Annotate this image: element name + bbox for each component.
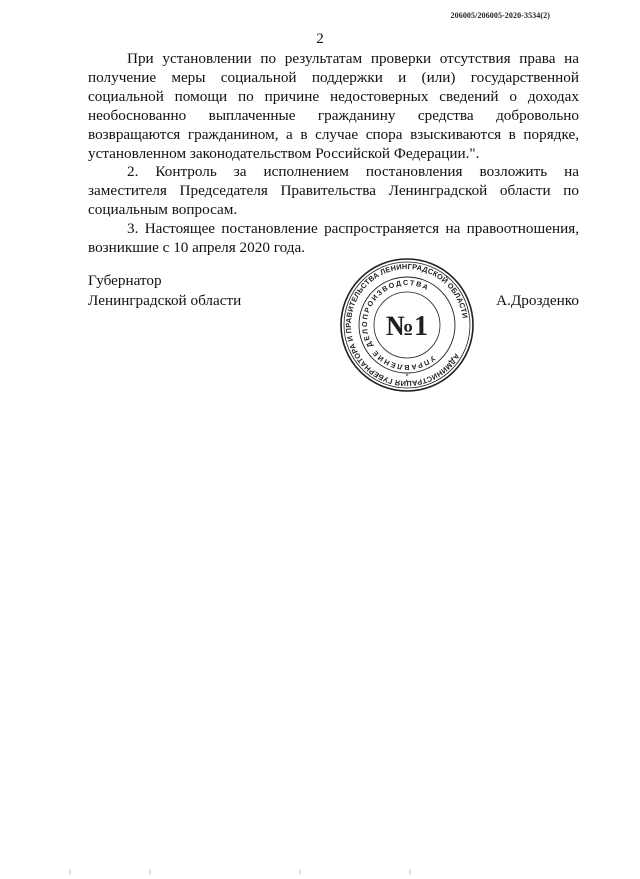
document-body: [88, 50, 579, 258]
paragraph-2: 2. Контроль за исполнением постановления возложить на заместителя Председателя Правительства Ленинградской области по социальным вопросам.: [88, 163, 579, 219]
signatory-name: А.Дрозденко: [496, 292, 579, 309]
seal-center-number: №1: [385, 311, 429, 342]
signatory-title: [88, 271, 241, 311]
seal-outer-text: АДМИНИСТРАЦИЯ ГУБЕРНАТОРА И ПРАВИТЕЛЬСТВА ЛЕНИНГРАДСКОЙ ОБЛАСТИ: [343, 261, 470, 389]
signatory-title-line-2: Ленинградской области: [88, 292, 242, 309]
official-seal-stamp: [337, 255, 477, 395]
page-number: 2: [316, 31, 324, 47]
paragraph-3: 3. Настоящее постановление распространяется на правоотношения, возникшие с 10 апреля 2020 года.: [88, 220, 579, 257]
scan-edge-marks: [0, 869, 640, 875]
seal-star-icon: *: [405, 373, 409, 380]
document-id: 206005/206005-2020-3534(2): [450, 11, 550, 20]
seal-inner-text: УПРАВЛЕНИЕ ДЕЛОПРОИЗВОДСТВА: [359, 277, 437, 373]
signatory-title-line-1: Губернатор: [88, 272, 162, 289]
paragraph-1: При установлении по результатам проверки отсутствия права на получение меры социальной поддержки и (или) государственной социальной помощи по причине недостоверных сведений о доходах необоснованно выплаченные гражданину средства добровольно возвращаются гражданином, а в случае спора взыскиваются в порядке, установленном законодательством Российской Федерации.".: [88, 50, 579, 162]
